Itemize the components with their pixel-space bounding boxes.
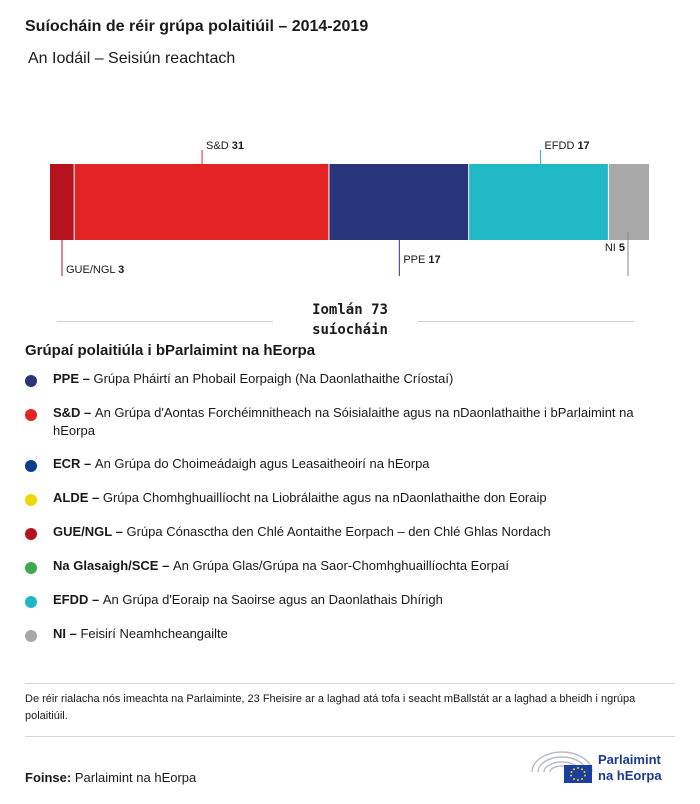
legend-abbr: PPE – (53, 371, 94, 386)
total-line-1: Iomlán 73 (312, 302, 388, 318)
legend-abbr: EFDD – (53, 592, 103, 607)
legend-dot-icon (25, 562, 37, 574)
bar-segment-ni (609, 164, 649, 240)
legend-item (25, 370, 675, 388)
legend-text (53, 370, 453, 388)
bar-segment-ppe (329, 164, 468, 240)
bar-label (544, 140, 589, 152)
bar-label-value: 5 (618, 242, 625, 254)
logo-line-1: Parlaimint (598, 752, 661, 767)
bar-label-name: EFDD (544, 140, 578, 152)
legend-dot-icon (25, 596, 37, 608)
source-text: Parlaimint na hEorpa (74, 770, 197, 785)
logo-line-2: na hEorpa (598, 768, 662, 783)
divider (25, 683, 675, 684)
legend-item (25, 591, 675, 609)
legend-text (53, 625, 228, 643)
legend-item (25, 523, 675, 541)
legend-text (53, 455, 430, 473)
legend-desc: Feisirí Neamhcheangailte (80, 626, 228, 641)
legend-item (25, 489, 675, 507)
legend-desc: An Grúpa Glas/Grúpa na Saor-Chomhghuaillíochta Eorpaí (172, 558, 509, 573)
legend-desc: An Grúpa d'Aontas Forchéimnitheach na Sóisialaithe agus na nDaonlathaithe i bParlaimint na hEorpa (53, 405, 634, 438)
bar-label-value: 3 (118, 264, 125, 276)
legend-dot-icon (25, 460, 37, 472)
legend-text (53, 489, 547, 507)
total-line-2: suíocháin (312, 322, 388, 338)
legend-dot-icon (25, 375, 37, 387)
footnote: De réir rialacha nós imeachta na Parlaiminte, 23 Fheisire ar a laghad atá tofa i seacht mBallstát ar a laghad a bheidh i ngrúpa polaitiúil. (25, 693, 636, 722)
legend-abbr: ECR – (53, 456, 95, 471)
bar-label-name: GUE/NGL (66, 264, 119, 276)
bar-segment-efdd (469, 164, 608, 240)
legend-text (53, 404, 675, 440)
source (25, 770, 196, 785)
legend-title: Grúpaí polaitiúla i bParlaimint na hEorpa (25, 342, 316, 359)
legend-text (53, 591, 443, 609)
legend-dot-icon (25, 528, 37, 540)
bar-label (66, 264, 124, 276)
legend-text (53, 557, 509, 575)
legend-desc: An Grúpa d'Eoraip na Saoirse agus an Daonlathais Dhírigh (102, 592, 443, 607)
divider (25, 736, 675, 737)
bar-label-name: S&D (206, 140, 232, 152)
bar-label (605, 242, 625, 254)
chart-subtitle: An Iodáil – Seisiún reachtach (28, 50, 236, 67)
bar-label-value: 17 (428, 254, 441, 266)
source-label: Foinse: (25, 770, 72, 785)
legend-abbr: NI – (53, 626, 81, 641)
legend-dot-icon (25, 630, 37, 642)
legend-text (53, 523, 551, 541)
legend-desc: Grúpa Pháirtí an Phobail Eorpaigh (Na Daonlathaithe Críostaí) (93, 371, 454, 386)
legend-abbr: S&D – (53, 405, 95, 420)
legend-item (25, 404, 675, 440)
legend-desc: Grúpa Chomhghuaillíocht na Liobrálaithe agus na nDaonlathaithe don Eoraip (102, 490, 547, 505)
bar-label-value: 31 (231, 140, 244, 152)
legend-dot-icon (25, 409, 37, 421)
bar-segment-s-d (75, 164, 329, 240)
bar-label-value: 17 (577, 140, 590, 152)
legend-dot-icon (25, 494, 37, 506)
legend-item (25, 455, 675, 473)
seat-chart (0, 0, 700, 300)
bar-label (206, 140, 244, 152)
legend-desc: An Grúpa do Choimeádaigh agus Leasaitheoirí na hEorpa (94, 456, 430, 471)
logo-text (598, 752, 662, 784)
chart-title: Suíocháin de réir grúpa polaitiúil – 2014-2019 (25, 18, 369, 35)
bar-label-name: PPE (403, 254, 429, 266)
legend-desc: Grúpa Cónasctha den Chlé Aontaithe Eorpach – den Chlé Ghlas Nordach (126, 524, 551, 539)
legend-item (25, 625, 675, 643)
bar-segment-gue-ngl (50, 164, 74, 240)
bar-label-name: NI (604, 242, 619, 254)
legend-abbr: ALDE – (53, 490, 103, 505)
legend-abbr: GUE/NGL – (53, 524, 127, 539)
legend-item (25, 557, 675, 575)
legend-abbr: Na Glasaigh/SCE – (53, 558, 173, 573)
total-seats (0, 300, 700, 340)
bar-label (403, 254, 440, 266)
